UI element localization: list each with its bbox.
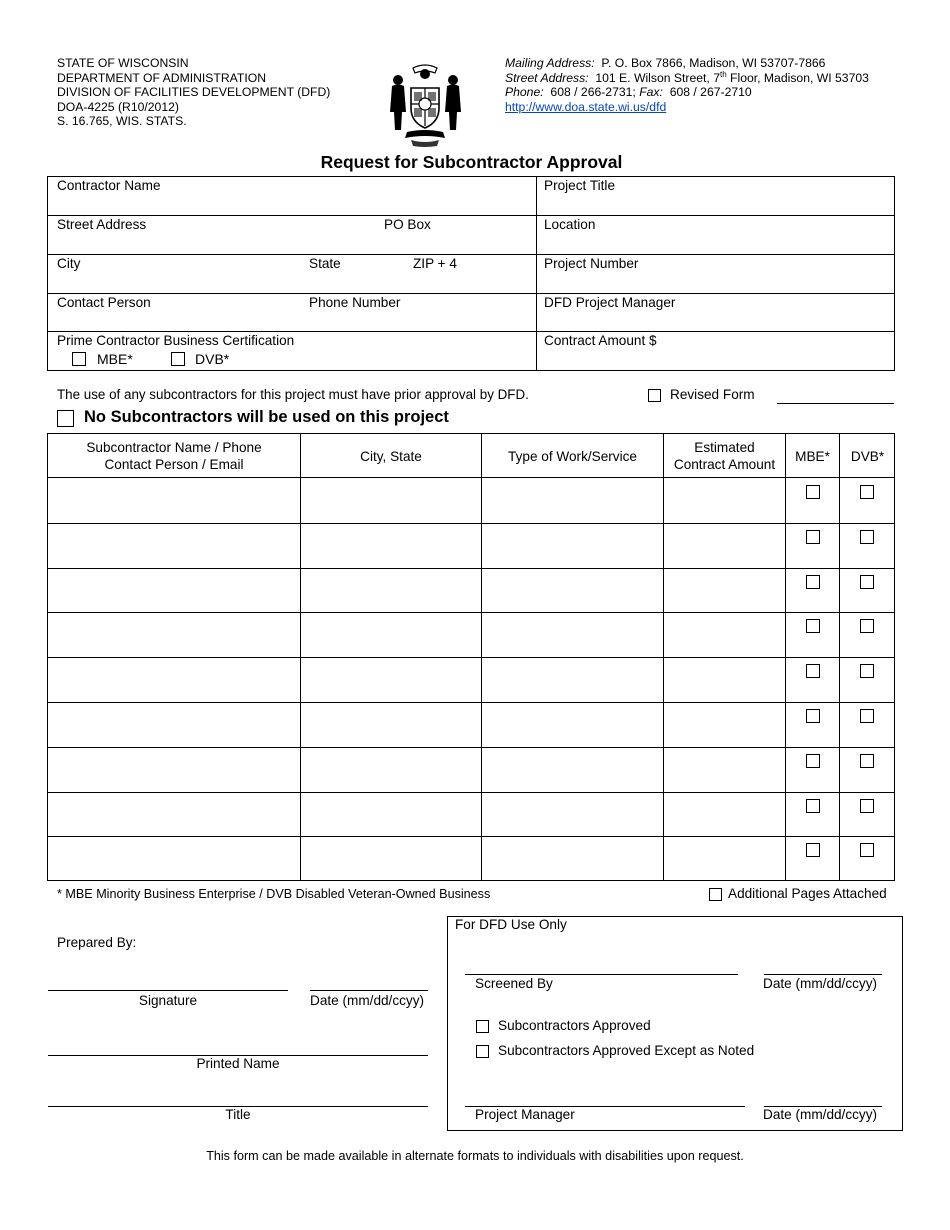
street-value-end: Floor, Madison, WI 53703 xyxy=(726,70,869,85)
phone-label: Phone: xyxy=(505,85,544,100)
agency-line: DIVISION OF FACILITIES DEVELOPMENT (DFD) xyxy=(57,85,331,100)
col-header-mbe: MBE* xyxy=(795,449,830,464)
table-cell[interactable] xyxy=(301,613,479,656)
table-cell[interactable] xyxy=(48,524,298,567)
mbe-checkbox[interactable] xyxy=(72,352,86,366)
street-address-field[interactable]: Street Address xyxy=(57,217,147,232)
col-header-line: Contact Person / Email xyxy=(104,457,244,472)
row-mbe-checkbox[interactable] xyxy=(806,485,820,499)
form-number: DOA-4225 (R10/2012) xyxy=(57,99,179,114)
mailing-address xyxy=(505,56,869,71)
table-cell[interactable] xyxy=(664,524,783,567)
contact-block xyxy=(505,56,869,114)
zip-field[interactable]: ZIP + 4 xyxy=(413,256,457,271)
table-cell[interactable] xyxy=(664,569,783,612)
location-field[interactable]: Location xyxy=(544,217,596,232)
table-cell[interactable] xyxy=(48,569,298,612)
row-dvb-checkbox[interactable] xyxy=(860,799,874,813)
title-label: Title xyxy=(225,1107,251,1122)
table-cell[interactable] xyxy=(664,703,783,746)
table-cell[interactable] xyxy=(664,613,783,656)
additional-pages-checkbox[interactable] xyxy=(709,888,722,901)
table-cell[interactable] xyxy=(482,613,661,656)
approved-except-checkbox[interactable] xyxy=(476,1045,489,1058)
col-header-line: Subcontractor Name / Phone xyxy=(86,440,262,455)
table-cell[interactable] xyxy=(301,524,479,567)
table-cell[interactable] xyxy=(48,703,298,746)
agency-line: STATE OF WISCONSIN xyxy=(57,56,189,70)
agency-block xyxy=(57,56,330,129)
row-mbe-checkbox[interactable] xyxy=(806,664,820,678)
no-subcontractors-label: No Subcontractors will be used on this project xyxy=(84,408,449,426)
table-cell[interactable] xyxy=(301,837,479,880)
table-cell[interactable] xyxy=(48,479,298,522)
row-dvb-checkbox[interactable] xyxy=(860,664,874,678)
prepared-date-label: Date (mm/dd/ccyy) xyxy=(310,993,425,1008)
screened-by-line[interactable] xyxy=(465,974,738,975)
row-dvb-checkbox[interactable] xyxy=(860,843,874,857)
street-address xyxy=(505,71,869,86)
signature-line[interactable] xyxy=(48,990,288,991)
page-title: Request for Subcontractor Approval xyxy=(320,152,623,172)
row-dvb-checkbox[interactable] xyxy=(860,485,874,499)
row-mbe-checkbox[interactable] xyxy=(806,575,820,589)
table-cell[interactable] xyxy=(48,613,298,656)
wisconsin-seal-icon xyxy=(383,60,467,148)
revised-form-checkbox[interactable] xyxy=(648,389,661,402)
row-dvb-checkbox[interactable] xyxy=(860,530,874,544)
signature-label: Signature xyxy=(138,993,198,1008)
col-header-subcontractor xyxy=(48,439,300,473)
screened-by-label: Screened By xyxy=(475,976,553,991)
table-cell[interactable] xyxy=(664,748,783,791)
row-mbe-checkbox[interactable] xyxy=(806,754,820,768)
col-header-work-type: Type of Work/Service xyxy=(508,449,637,464)
dfd-use-only-heading: For DFD Use Only xyxy=(455,917,567,932)
additional-pages-label: Additional Pages Attached xyxy=(728,886,887,901)
contact-person-field[interactable]: Contact Person xyxy=(57,295,151,310)
table-cell[interactable] xyxy=(482,658,661,701)
project-number-field[interactable]: Project Number xyxy=(544,256,639,271)
col-header-amount xyxy=(664,439,785,473)
table-cell[interactable] xyxy=(664,837,783,880)
mailing-value: P. O. Box 7866, Madison, WI 53707-7866 xyxy=(601,56,826,70)
city-field[interactable]: City xyxy=(57,256,81,271)
approved-label: Subcontractors Approved xyxy=(498,1018,651,1033)
table-cell[interactable] xyxy=(482,524,661,567)
phone-fax xyxy=(505,85,869,100)
col-header-line: Estimated xyxy=(694,440,755,455)
accessibility-footer: This form can be made available in alternate formats to individuals with disabilities upon request. xyxy=(206,1149,744,1163)
agency-line: DEPARTMENT OF ADMINISTRATION xyxy=(57,70,267,85)
table-cell[interactable] xyxy=(482,703,661,746)
mailing-label: Mailing Address: xyxy=(505,56,595,70)
revised-form-label: Revised Form xyxy=(670,387,755,402)
state-field[interactable]: State xyxy=(309,256,341,271)
table-cell[interactable] xyxy=(48,837,298,880)
printed-name-label: Printed Name xyxy=(196,1056,280,1071)
certification-label: Prime Contractor Business Certification xyxy=(57,333,295,348)
table-cell[interactable] xyxy=(301,569,479,612)
approval-notice: The use of any subcontractors for this project must have prior approval by DFD. xyxy=(57,387,529,402)
phone-value: 608 / 266-2731; xyxy=(550,85,636,100)
table-cell[interactable] xyxy=(301,658,479,701)
dvb-checkbox[interactable] xyxy=(171,352,185,366)
table-cell[interactable] xyxy=(48,748,298,791)
table-cell[interactable] xyxy=(482,793,661,836)
phone-number-field[interactable]: Phone Number xyxy=(309,295,401,310)
statute: S. 16.765, WIS. STATS. xyxy=(57,114,187,129)
table-cell[interactable] xyxy=(48,658,298,701)
table-cell[interactable] xyxy=(482,748,661,791)
row-dvb-checkbox[interactable] xyxy=(860,709,874,723)
table-cell[interactable] xyxy=(301,793,479,836)
table-cell[interactable] xyxy=(482,479,661,522)
row-mbe-checkbox[interactable] xyxy=(806,843,820,857)
screened-date-label: Date (mm/dd/ccyy) xyxy=(763,976,878,991)
fax-value: 608 / 267-2710 xyxy=(669,85,752,100)
dfd-project-manager-field[interactable]: DFD Project Manager xyxy=(544,295,676,310)
mbe-label: MBE* xyxy=(97,351,133,367)
contractor-name-field[interactable]: Contractor Name xyxy=(57,178,161,193)
table-cell[interactable] xyxy=(482,569,661,612)
approved-except-label: Subcontractors Approved Except as Noted xyxy=(498,1043,755,1058)
fax-label: Fax: xyxy=(639,85,663,100)
revised-date-line[interactable] xyxy=(777,403,894,404)
street-label: Street Address: xyxy=(505,70,589,85)
project-title-field[interactable]: Project Title xyxy=(544,178,616,193)
approved-checkbox[interactable] xyxy=(476,1020,489,1033)
po-box-field[interactable]: PO Box xyxy=(384,217,431,232)
col-header-dvb: DVB* xyxy=(850,449,885,464)
col-header-city-state: City, State xyxy=(360,449,422,464)
table-cell[interactable] xyxy=(301,748,479,791)
row-dvb-checkbox[interactable] xyxy=(860,575,874,589)
contract-amount-field[interactable]: Contract Amount $ xyxy=(544,333,657,348)
dfd-website-link[interactable]: http://www.doa.state.wi.us/dfd xyxy=(505,99,667,114)
street-sup: th xyxy=(719,69,727,79)
screened-date-line[interactable] xyxy=(764,974,882,975)
row-dvb-checkbox[interactable] xyxy=(860,619,874,633)
table-cell[interactable] xyxy=(301,479,479,522)
no-subcontractors-checkbox[interactable] xyxy=(57,410,74,427)
prepared-date-line[interactable] xyxy=(310,990,428,991)
footnote: * MBE Minority Business Enterprise / DVB Disabled Veteran-Owned Business xyxy=(57,887,491,901)
pm-date-label: Date (mm/dd/ccyy) xyxy=(763,1107,878,1122)
row-mbe-checkbox[interactable] xyxy=(806,799,820,813)
street-value: 101 E. Wilson Street, 7 xyxy=(595,70,720,85)
dvb-label: DVB* xyxy=(195,351,230,367)
col-header-line: Contract Amount xyxy=(673,457,776,472)
table-cell[interactable] xyxy=(482,837,661,880)
row-mbe-checkbox[interactable] xyxy=(806,530,820,544)
row-mbe-checkbox[interactable] xyxy=(806,709,820,723)
project-manager-label: Project Manager xyxy=(475,1107,575,1122)
table-cell[interactable] xyxy=(664,479,783,522)
prepared-by-label: Prepared By: xyxy=(57,935,137,950)
row-dvb-checkbox[interactable] xyxy=(860,754,874,768)
table-cell[interactable] xyxy=(664,793,783,836)
row-mbe-checkbox[interactable] xyxy=(806,619,820,633)
table-cell[interactable] xyxy=(664,658,783,701)
table-cell[interactable] xyxy=(301,703,479,746)
table-cell[interactable] xyxy=(48,793,298,836)
